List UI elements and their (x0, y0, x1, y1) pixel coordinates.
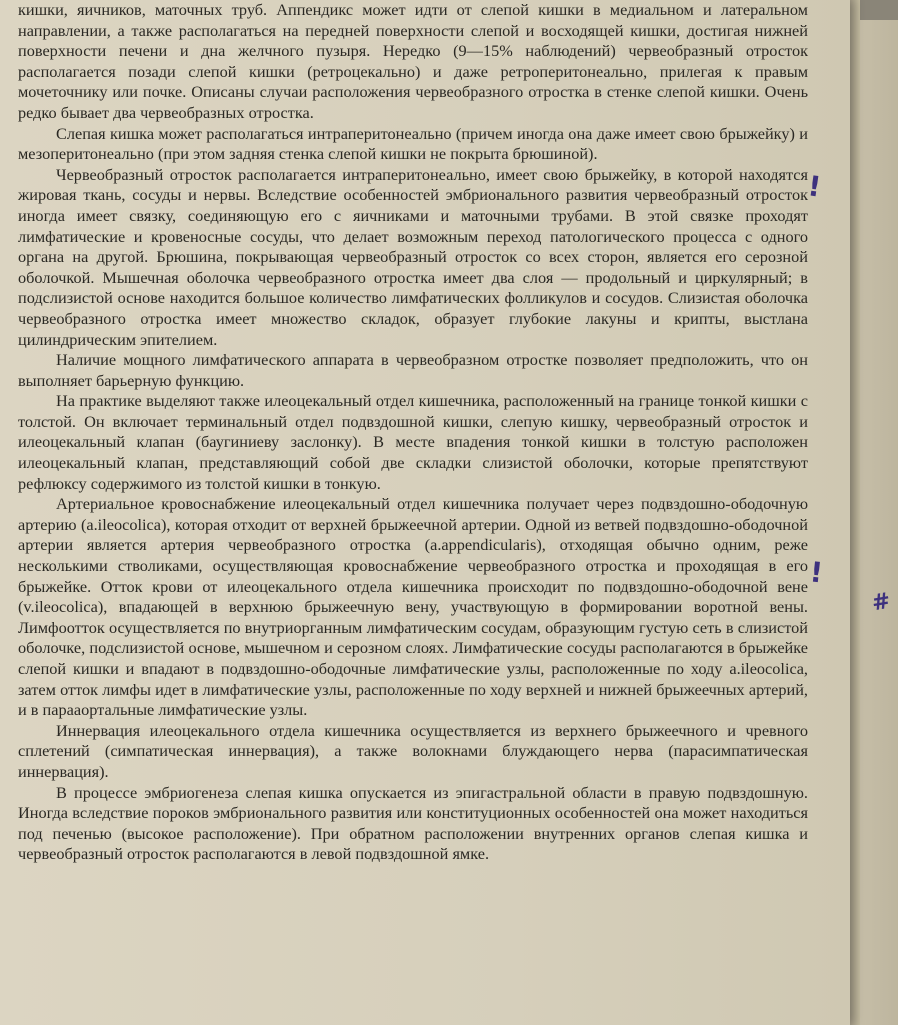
margin-mark-hash: # (869, 588, 893, 617)
paragraph-cecum-peritoneum: Слепая кишка может располагаться интраперитонеально (причем иногда она даже имеет свою брыжейку) и мезоперитонеально (при этом задняя стенка слепой кишки не покрыта брюшиной). (18, 123, 808, 164)
paragraph-appendix-position: кишки, яичников, маточных труб. Аппендикс может идти от слепой кишки в медиальном и латеральном направлении, а также располагаться на передней поверхности слепой и восходящей кишки, достигая нижней поверхности печени и дна желчного пузыря. Нередко (9—15% наблюдений) червеобразный отросток располагается позади слепой кишки (ретроцекально) и даже ретроперитонеально, прилегая к правым мочеточнику или почке. Описаны случаи расположения червеобразного отростка в стенке слепой кишки. Очень редко бывает два червеобразных отростка. (18, 0, 808, 122)
paragraph-ileocecal-region: На практике выделяют также илеоцекальный отдел кишечника, расположенный на границе тонкой кишки с толстой. Он включает терминальный отдел подвздошной кишки, слепую кишку, червеобразный отросток и илеоцекальный клапан (баугиниеву заслонку). В месте впадения тонкой кишки в толстую расположен илеоцекальный клапан, представляющий собой две складки слизистой оболочки, которые препятствуют рефлюксу содержимого из толстой кишки в тонкую. (18, 391, 808, 493)
paragraph-blood-supply: Артериальное кровоснабжение илеоцекальный отдел кишечника получает через подвздошно-ободочную артерию (a.ileocolica), которая отходит от верхней брыжеечной артерии. Одной из ветвей подвздошно-ободочной артерии является артерия червеобразного отростка (a.appendicularis), отходящая обычно одним, реже несколькими стволиками, осуществляющая кровоснабжение червеобразного отростка и проходящая в его брыжейке. Отток крови от илеоцекального отдела кишечника происходит по подвздошно-ободочной вене (v.ileocolica), впадающей в верхнюю брыжеечную вену, участвующую в формировании воротной вены. Лимфоотток осуществляется по внутриорганным лимфатическим сосудам, образующим густую сеть в слизистой оболочке, подслизистой основе, мышечном и серозном слоях. Лимфатические сосуды располагаются в брыжейке слепой кишки и впадают в подвздошно-ободочные лимфатические узлы, расположенные по ходу a.ileocolica, затем отток лимфы идет в лимфатические узлы, расположенные по ходу верхней и нижней брыжеечных артерий, и в парааортальные лимфатические узлы. (18, 494, 808, 720)
paragraph-innervation: Иннервация илеоцекального отдела кишечника осуществляется из верхнего брыжеечного и чревного сплетений (симпатическая иннервация), а также волокнами блуждающего нерва (парасимпатическая иннервация). (18, 720, 808, 781)
page-text (18, 0, 808, 865)
paragraph-appendix-structure: Червеобразный отросток располагается интраперитонеально, имеет свою брыжейку, в которой находятся жировая ткань, сосуды и нервы. Вследствие особенностей эмбрионального развития червеобразный отросток иногда имеет связку, соединяющую его с яичниками и маточными трубами. В этой связке проходят лимфатические и кровеносные сосуды, что делает возможным переход патологического процесса с одного органа на другой. Брюшина, покрывающая червеобразный отросток со всех сторон, является его серозной оболочкой. Мышечная оболочка червеобразного отростка имеет два слоя — продольный и циркулярный; в подслизистой основе находится большое количество лимфатических фолликулов и сосудов. Слизистая оболочка червеобразного отростка имеет множество складок, образует глубокие лакуны и крипты, выстлана цилиндрическим эпителием. (18, 164, 808, 349)
paragraph-lymphatic-barrier: Наличие мощного лимфатического аппарата в червеобразном отростке позволяет предположить, что он выполняет барьерную функцию. (18, 350, 808, 390)
margin-mark-exclamation: ! (805, 169, 824, 204)
margin-mark-exclamation-2: ! (808, 555, 825, 590)
paragraph-embryogenesis: В процессе эмбриогенеза слепая кишка опускается из эпигастральной области в правую подвздошную. Иногда вследствие пороков эмбрионального развития или конституционных особенностей она может находиться под печенью (высокое расположение). При обратном расположении внутренних органов слепая кишка и червеобразный отросток располагаются в левой подвздошной ямке. (18, 782, 808, 864)
page-edge (850, 0, 860, 1025)
